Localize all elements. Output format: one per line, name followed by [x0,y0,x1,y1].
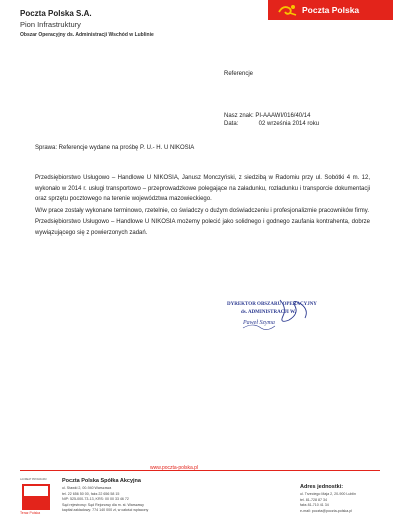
unit-address-line: ul. Trzeciego Maja 2, 20-900 Lublin [300,492,356,496]
website-link[interactable]: www.poczta-polska.pl [150,465,199,471]
body-paragraph: Przedsiębiorstwo Usługowo – Handlowe U NIKOSIA możemy polecić jako solidnego i godnego zaufania kontrahenta, dobrze wywiązującego się z powierzonych zadań. [35,219,370,236]
stamp-subtitle: ds. ADMINISTRACJI W. [241,310,296,315]
company-detail-line: NIP: 525-000-73-13, KRS: 00 00 33 46 72 [62,497,129,501]
unit-address-title: Adres jednostki: [300,484,344,490]
poczta-polska-logo [268,0,393,20]
unit-address-line: faks 81-710 41 34 [300,503,329,507]
footer-divider [20,470,380,471]
flag-white-band [24,486,48,496]
logo-text: Poczta Polska [302,5,360,15]
stamp-title: DYREKTOR OBSZARU OPERACYJNY [227,302,317,307]
badge-caption: Teraz Polska [20,511,41,515]
company-detail-line: tel. 22 656 50 00, faks 22 656 58 15 [62,491,120,496]
region-name: Obszar Operacyjny ds. Administracji Wschód w Lublinie [20,32,154,38]
stamp-name: Paweł Szyma [243,320,275,326]
letter-title: Referencje [224,71,254,77]
unit-address [300,484,390,514]
division-name: Pion Infrastruktury [20,20,81,29]
letter-date [224,121,319,127]
date-value: 02 września 2014 roku [258,121,320,127]
company-detail-line: ul. Stawki 2, 00-940 Warszawa [62,486,112,490]
teraz-polska-badge [20,478,52,516]
unit-address-line: e-mail: poczta@poczta-polska.pl [300,508,352,513]
badge-caption-top: LAUREAT PROGRAMU [20,478,47,481]
reference-number: Nasz znak: PI-AAAWI/016/40/14 [224,113,311,119]
unit-address-line: tel. 81-728 87 34 [300,497,327,502]
post-horn-icon [276,3,298,17]
letter-subject: Sprawa: Referencje wydane na prośbę P. U.- H. U NIKOSIA [35,145,195,151]
body-paragraph: W/w prace zostały wykonane terminowo, rzetelnie, co świadczy o dużym doświadczeniu i profesjonalizmie pracowników firmy. [35,207,370,214]
body-paragraph: Przedsiębiorstwo Usługowo – Handlowe U NIKOSIA, Janusz Monczyński, z siedzibą w Radomiu przy ul. Sobótki 4 m. 12, wykonało w 2014 r. usługi transportowo – przeprowadzkowe polegające na załadunku, rozładunku i transporcie dokumentacji oraz sprzętu pocztowego na terenie województwa mazowieckiego. [35,175,370,202]
company-name: Poczta Polska S.A. [20,9,92,18]
company-details [62,478,222,514]
company-detail-line: kapitał zakładowy: 774 140 000 zł, w całości wpłacony [62,508,149,512]
handwritten-signature [225,298,355,338]
signature-stamp [225,298,355,338]
letter-body [35,173,370,238]
company-legal-name: Poczta Polska Spółka Akcyjna [62,478,141,484]
company-detail-line: Sąd rejestrowy: Sąd Rejonowy dla m. st. Warszawy [62,502,144,507]
date-label: Data: [224,121,239,127]
